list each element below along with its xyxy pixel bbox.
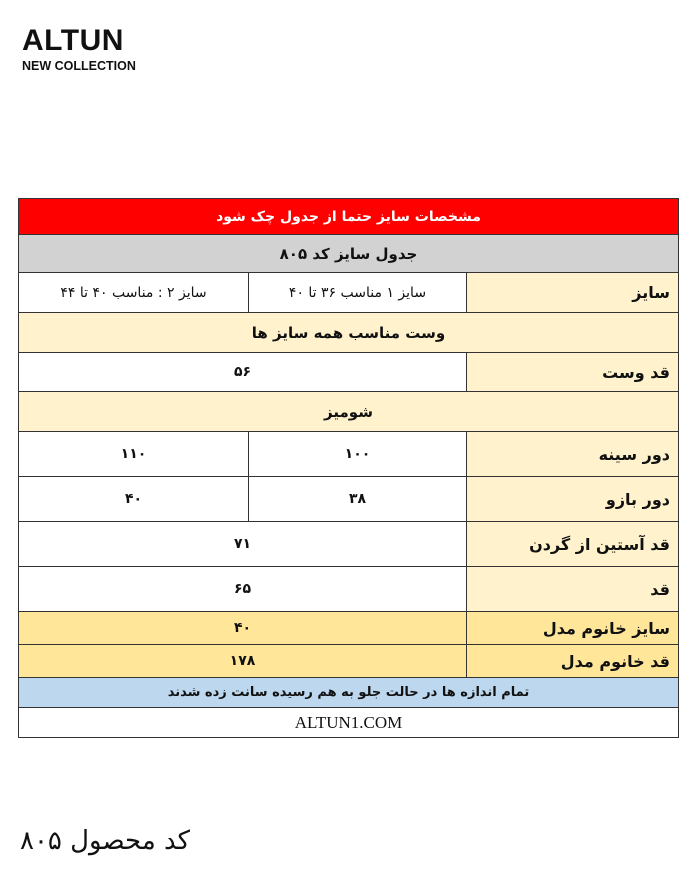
length-label: قد [467,567,679,612]
sleeve-value: ۷۱ [19,522,467,567]
table-row [19,522,679,567]
table-row [19,199,679,235]
size2-cell: سایز ۲ : مناسب ۴۰ تا ۴۴ [19,273,249,313]
table-row [19,273,679,313]
table-row [19,612,679,645]
table-row [19,477,679,522]
table-subtitle: جدول سایز کد ۸۰۵ [19,235,679,273]
table-row [19,353,679,392]
model-size-label: سایز خانوم مدل [467,612,679,645]
length-value: ۶۵ [19,567,467,612]
table-row [19,708,679,738]
brand-name: ALTUN [22,24,124,57]
table-row [19,645,679,678]
measurement-note: تمام اندازه ها در حالت جلو به هم رسیده سانت زده شدند [19,678,679,708]
table-row [19,432,679,477]
sleeve-label: قد آستین از گردن [467,522,679,567]
vest-length-value: ۵۶ [19,353,467,392]
chest-size2: ۱۱۰ [19,432,249,477]
table-row [19,313,679,353]
vest-note: وست مناسب همه سایز ها [19,313,679,353]
size1-cell: سایز ۱ مناسب ۳۶ تا ۴۰ [249,273,467,313]
product-code: کد محصول ۸۰۵ [20,826,191,856]
table-row [19,567,679,612]
arm-label: دور بازو [467,477,679,522]
shomiz-header: شومیز [19,392,679,432]
model-height-value: ۱۷۸ [19,645,467,678]
brand-logo [22,26,136,74]
size-table [18,198,679,738]
arm-size2: ۴۰ [19,477,249,522]
vest-length-label: قد وست [467,353,679,392]
model-size-value: ۴۰ [19,612,467,645]
website-link[interactable]: ALTUN1.COM [19,708,679,738]
model-height-label: قد خانوم مدل [467,645,679,678]
chest-size1: ۱۰۰ [249,432,467,477]
table-row [19,392,679,432]
chest-label: دور سینه [467,432,679,477]
brand-tagline: NEW COLLECTION [22,59,136,73]
size-label: سایز [467,273,679,313]
table-row [19,678,679,708]
arm-size1: ۳۸ [249,477,467,522]
table-title: مشخصات سایز حتما از جدول چک شود [19,199,679,235]
table-row [19,235,679,273]
